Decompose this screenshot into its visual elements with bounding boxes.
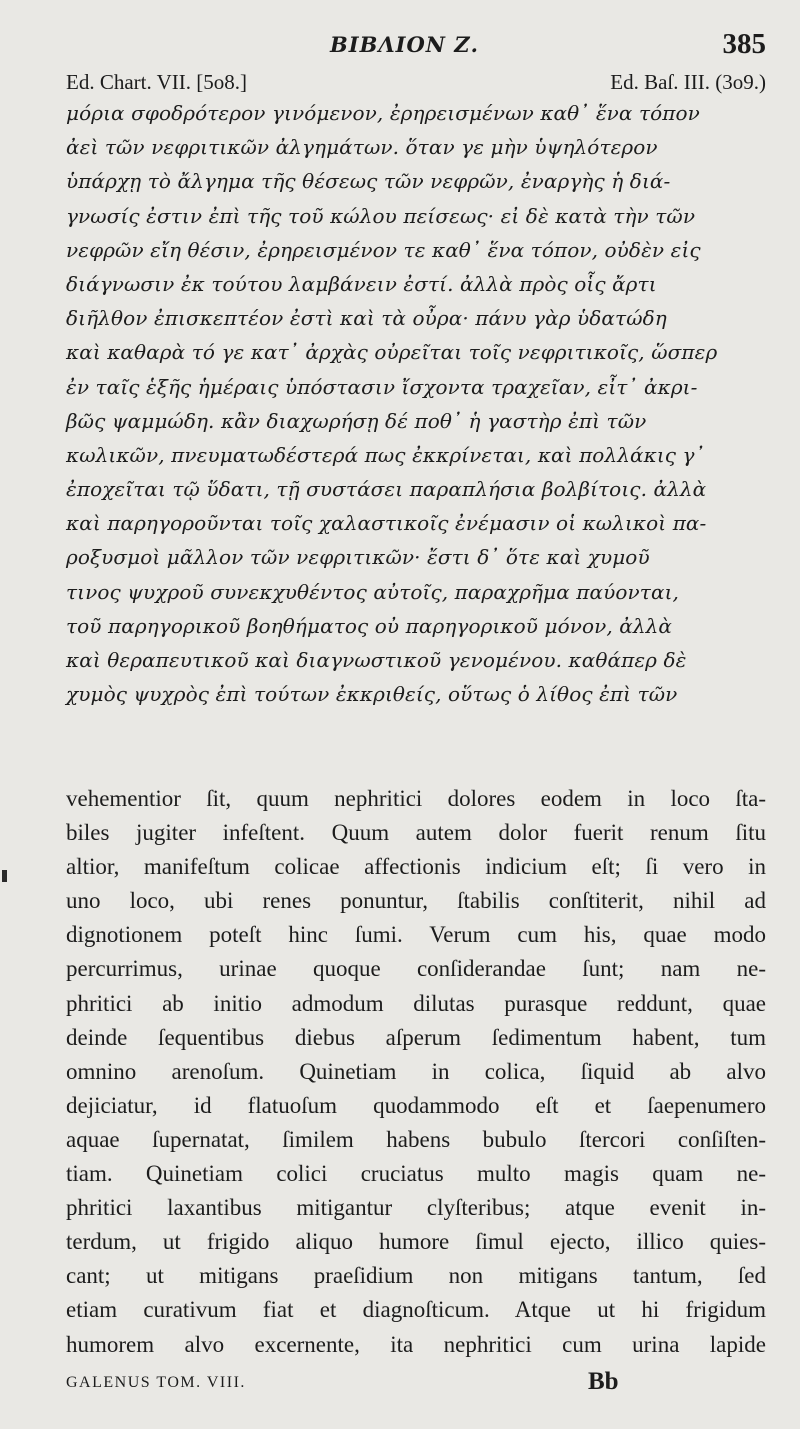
greek-line: χυμὸς ψυχρὸς ἐπὶ τούτων ἐκκριθείς, οὕτως ὁ λίθος ἐπὶ τῶν bbox=[66, 682, 678, 707]
running-head bbox=[0, 28, 800, 68]
greek-line: ὑπάρχῃ τὸ ἄλγημα τῆς θέσεως τῶν νεφρῶν, ἐναργὴς ἡ διά- bbox=[66, 169, 671, 194]
running-title: ΒΙΒΛΙΟΝ Ζ. bbox=[330, 32, 479, 57]
latin-line: uno loco, ubi renes ponuntur, ſtabilis conſtiterit, nihil ad bbox=[66, 888, 766, 914]
latin-text-block bbox=[66, 782, 766, 1362]
latin-line: phritici ab initio admodum dilutas purasque reddunt, quae bbox=[66, 990, 766, 1016]
greek-text-block bbox=[66, 96, 766, 711]
latin-line: omnino arenoſum. Quinetiam in colica, ſiquid ab alvo bbox=[66, 1058, 766, 1084]
greek-line: ἐποχεῖται τῷ ὕδατι, τῇ συστάσει παραπλήσια βολβίτοις. ἀλλὰ bbox=[66, 477, 707, 502]
greek-line: κωλικῶν, πνευματωδέστερά πως ἐκκρίνεται, καὶ πολλάκις γ᾽ bbox=[66, 442, 705, 467]
greek-line: ἐν ταῖς ἑξῆς ἡμέραις ὑπόστασιν ἴσχοντα τραχεῖαν, εἶτ᾽ ἀκρι- bbox=[66, 374, 698, 399]
greek-line: τοῦ παρηγορικοῦ βοηθήματος οὐ παρηγορικοῦ μόνον, ἀλλὰ bbox=[66, 613, 673, 638]
latin-line: etiam curativum fiat et diagnoſticum. Atque ut hi frigidum bbox=[66, 1297, 766, 1323]
greek-line: βῶς ψαμμώδη. κἂν διαχωρήσῃ δέ ποθ᾽ ἡ γαστὴρ ἐπὶ τῶν bbox=[66, 408, 647, 433]
greek-line: καὶ παρηγοροῦνται τοῖς χαλαστικοῖς ἐνέμασιν οἱ κωλικοὶ πα- bbox=[66, 511, 707, 536]
latin-line: dignotionem poteſt hinc ſumi. Verum cum his, quae modo bbox=[66, 922, 766, 948]
latin-line: phritici laxantibus mitigantur clyſteribus; atque evenit in- bbox=[66, 1195, 766, 1221]
latin-line: dejiciatur, id flatuoſum quodammodo eſt et ſaepenumero bbox=[66, 1092, 766, 1118]
greek-line: ἀεὶ τῶν νεφριτικῶν ἀλγημάτων. ὅταν γε μὴν ὑψηλότερον bbox=[66, 135, 658, 160]
latin-line: tiam. Quinetiam colici cruciatus multo magis quam ne- bbox=[66, 1161, 766, 1187]
page-number: 385 bbox=[722, 28, 766, 60]
page-footer bbox=[0, 1368, 800, 1404]
greek-line: καὶ θεραπευτικοῦ καὶ διαγνωστικοῦ γενομένου. καθάπερ δὲ bbox=[66, 648, 687, 672]
latin-line: terdum, ut frigido aliquo humore ſimul ejecto, illico quies- bbox=[66, 1229, 766, 1255]
latin-line: percurrimus, urinae quoque conſiderandae ſunt; nam ne- bbox=[66, 956, 766, 982]
latin-line: deinde ſequentibus diebus aſperum ſedimentum habent, tum bbox=[66, 1024, 766, 1050]
volume-reference: GALENUS TOM. VIII. bbox=[66, 1374, 246, 1391]
edition-chart-reference: Ed. Chart. VII. [5o8.] bbox=[66, 70, 247, 94]
greek-line: καὶ καθαρὰ τό γε κατ᾽ ἀρχὰς οὐρεῖται τοῖς νεφριτικοῖς, ὥσπερ bbox=[66, 340, 718, 365]
greek-line: ροξυσμοὶ μᾶλλον τῶν νεφριτικῶν· ἔστι δ᾽ ὅτε καὶ χυμοῦ bbox=[66, 545, 650, 570]
latin-line: aquae ſupernatat, ſimilem habens bubulo ſtercori conſiſten- bbox=[66, 1126, 766, 1152]
greek-line: γνωσίς ἐστιν ἐπὶ τῆς τοῦ κώλου πείσεως· εἰ δὲ κατὰ τὴν τῶν bbox=[66, 203, 696, 228]
latin-line: cant; ut mitigans praeſidium non mitigans tantum, ſed bbox=[66, 1263, 766, 1289]
margin-mark bbox=[2, 870, 7, 882]
latin-line: vehementior ſit, quum nephritici dolores eodem in loco ſta- bbox=[66, 786, 766, 811]
signature-mark: Bb bbox=[588, 1368, 619, 1395]
greek-line: διάγνωσιν ἐκ τούτου λαμβάνειν ἐστί. ἀλλὰ πρὸς οἷς ἄρτι bbox=[66, 271, 657, 296]
greek-line: τινος ψυχροῦ συνεκχυθέντος αὐτοῖς, παραχρῆμα παύονται, bbox=[66, 579, 679, 604]
greek-line: διῆλθον ἐπισκεπτέον ἐστὶ καὶ τὰ οὖρα· πάνυ γὰρ ὑδατώδη bbox=[66, 306, 667, 331]
latin-line: altior, manifeſtum colicae affectionis indicium eſt; ſi vero in bbox=[66, 854, 766, 880]
greek-line: νεφρῶν εἴη θέσιν, ἐρηρεισμένον τε καθ᾽ ἕνα τόπον, οὐδὲν εἰς bbox=[66, 237, 701, 262]
latin-line: humorem alvo excernente, ita nephritici cum urina lapide bbox=[66, 1331, 766, 1357]
edition-basel-reference: Ed. Baſ. III. (3o9.) bbox=[610, 70, 766, 94]
latin-line: biles jugiter infeſtent. Quum autem dolor fuerit renum ſitu bbox=[66, 820, 766, 846]
greek-line: μόρια σφοδρότερον γινόμενον, ἐρηρεισμένων καθ᾽ ἕνα τόπον bbox=[66, 101, 700, 125]
